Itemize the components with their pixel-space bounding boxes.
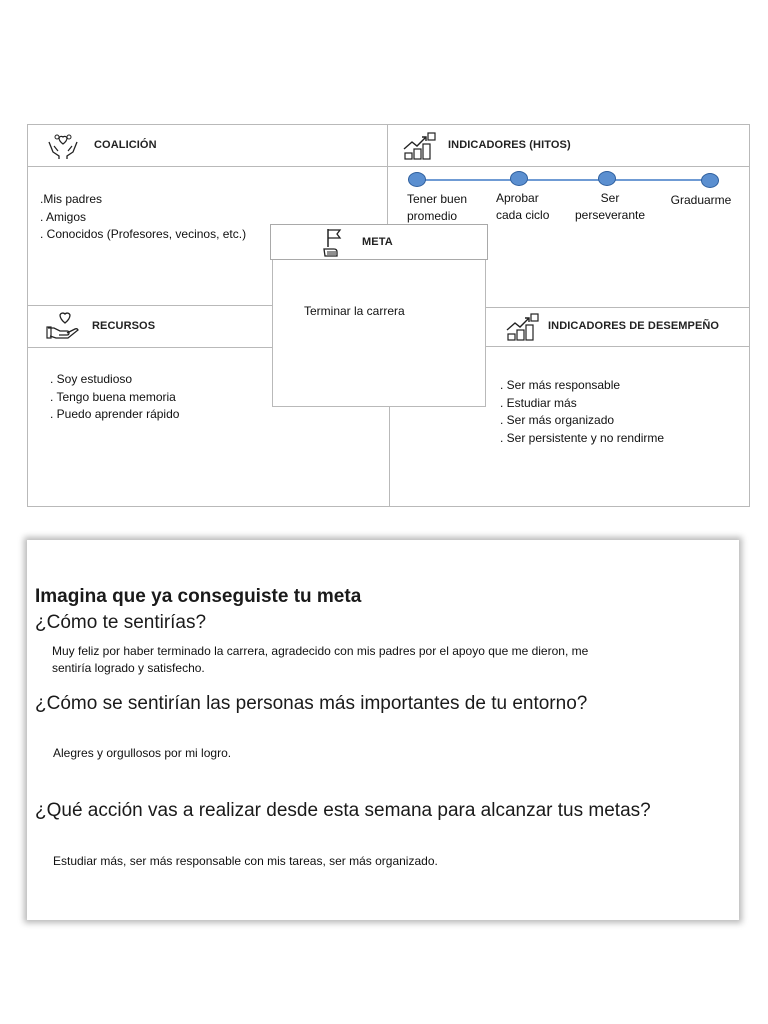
milestone-dot — [598, 171, 616, 186]
milestone-label-line: perseverante — [574, 208, 646, 222]
milestone-label-line: Tener buen — [407, 192, 468, 206]
row-divider-left-lower — [27, 347, 272, 348]
list-item: . Ser más organizado — [500, 413, 615, 427]
milestone-dot — [510, 171, 528, 186]
answer-2: Alegres y orgullosos por mi logro. — [53, 746, 232, 760]
list-item: . Tengo buena memoria — [50, 389, 176, 404]
row-divider-left-upper — [27, 305, 272, 306]
growth-steps-icon — [505, 312, 541, 347]
milestone-dot — [408, 172, 426, 187]
recursos-title: RECURSOS — [92, 320, 156, 332]
hands-heart-icon — [46, 132, 80, 165]
milestone-label — [664, 192, 738, 209]
question-1: ¿Cómo te sentirías? — [35, 612, 207, 633]
column-divider-lower — [389, 407, 390, 507]
desempeno-list — [500, 377, 664, 447]
list-item: . Estudiar más — [500, 395, 577, 410]
indicadores-hitos-title: INDICADORES (HITOS) — [448, 139, 571, 151]
list-item: . Ser persistente y no rendirme — [500, 430, 665, 445]
milestone-label-line: Graduarme — [670, 193, 732, 207]
indicadores-desempeno-title: INDICADORES DE DESEMPEÑO — [548, 320, 720, 332]
milestone-label — [489, 190, 558, 224]
list-item: . Amigos — [40, 209, 87, 224]
list-item: .Mis padres — [40, 192, 103, 206]
coalicion-list — [40, 191, 246, 244]
list-item: . Puedo aprender rápido — [50, 407, 180, 421]
meta-box — [272, 258, 486, 407]
hand-heart-icon — [46, 310, 80, 345]
answer-1 — [52, 643, 588, 677]
question-2: ¿Cómo se sentirían las personas más importantes de tu entorno? — [35, 693, 588, 714]
milestone-label-line: cada ciclo — [496, 208, 550, 222]
milestone-label-line: promedio — [407, 209, 458, 223]
milestone-timeline — [418, 179, 711, 181]
growth-steps-icon — [402, 131, 438, 166]
answer-3: Estudiar más, ser más responsable con mis tareas, ser más organizado. — [53, 854, 438, 868]
list-item: . Ser más responsable — [500, 378, 621, 392]
milestone-label-line: Aprobar — [496, 191, 539, 205]
milestone-dot — [701, 173, 719, 188]
column-divider-upper — [387, 124, 388, 224]
flag-hand-icon — [322, 227, 348, 264]
list-item: . Conocidos (Profesores, vecinos, etc.) — [40, 227, 247, 241]
meta-text: Terminar la carrera — [304, 304, 405, 318]
meta-title: META — [362, 236, 393, 248]
coalicion-title: COALICIÓN — [94, 139, 157, 151]
milestone-label-line: Ser — [600, 191, 620, 205]
row-divider-top — [27, 166, 750, 167]
answer-line: sentiría logrado y satisfecho. — [52, 661, 205, 675]
milestone-label — [566, 190, 654, 224]
milestone-label — [400, 191, 487, 225]
list-item: . Soy estudioso — [50, 372, 133, 386]
reflection-heading: Imagina que ya conseguiste tu meta — [35, 586, 362, 607]
answer-line: Muy feliz por haber terminado la carrera, agradecido con mis padres por el apoyo que me dieron, me — [52, 644, 589, 658]
row-divider-right-upper — [486, 307, 750, 308]
question-3: ¿Qué acción vas a realizar desde esta semana para alcanzar tus metas? — [35, 800, 651, 821]
recursos-list — [50, 371, 179, 424]
